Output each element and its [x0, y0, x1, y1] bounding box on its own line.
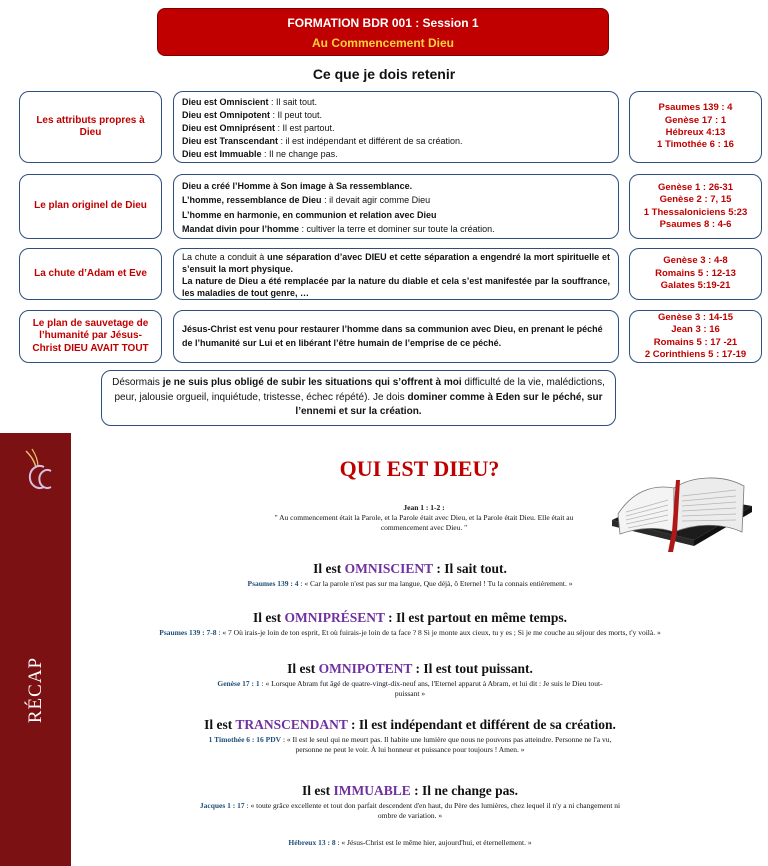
attribute-verse: Psaumes 139 : 7-8 : « 7 Où irais-je loin de ton esprit, Et où fuirais-je loin de ta face ? 8 Si je monte aux cieux, tu y es ; Si je me couche au séjour des morts, t'y voilà. »: [159, 628, 661, 637]
content-line: L’homme, ressemblance de Dieu : il devait agir comme Dieu: [182, 195, 431, 206]
attribute-title: Il est OMNIPOTENT : Il est tout puissant.: [287, 661, 533, 676]
recap-label: RÉCAP: [25, 656, 46, 724]
attribute-verse: Psaumes 139 : 4 : « Car la parole n'est pas sur ma langue, Que déjà, ô Eternel ! Tu la connais entièrement. »: [247, 579, 573, 588]
attribute-verse: Genèse 17 : 1 : « Lorsque Abram fut âgé de quatre-vingt-dix-neuf ans, l'Eternel apparut à Abram, et lui dit : Je suis le Dieu tout-puissant »: [217, 679, 603, 699]
content-line: Dieu est Transcendant : il est indépendant et différent de sa création.: [182, 136, 463, 147]
content-line: Dieu a créé l’Homme à Son image à Sa ressemblance.: [182, 181, 413, 191]
content-line: L’homme en harmonie, en communion et relation avec Dieu: [182, 209, 437, 220]
row-label: Les attributs propres à Dieu: [19, 91, 162, 163]
reference: 2 Corinthiens 5 : 17-19: [644, 348, 747, 360]
attribute-omnipresent: [90, 610, 730, 638]
reference: Psaumes 8 : 4-6: [659, 218, 732, 230]
attribute-title: Il est IMMUABLE : Il ne change pas.: [301, 783, 518, 798]
row-label: Le plan originel de Dieu: [19, 174, 162, 239]
row-label: Le plan de sauvetage de l’humanité par Jésus-Christ DIEU AVAIT TOUT: [19, 310, 162, 363]
attribute-immuable: [90, 783, 730, 821]
row-content: [173, 310, 619, 363]
content-line: Dieu est Omniprésent : Il est partout.: [182, 123, 335, 134]
reference: Genèse 17 : 1: [664, 114, 727, 126]
content-paragraph: Jésus-Christ est venu pour restaurer l’homme dans sa communion avec Dieu, en prenant le péché de l’humanité sur Lui et en libérant l’être humain de l’emprise de ce péché.: [182, 323, 603, 348]
reference: Romains 5 : 12-13: [655, 267, 736, 279]
section-title: Ce que je dois retenir: [312, 66, 456, 82]
hebreux-verse: Hébreux 13 : 8 : « Jésus-Christ est le même hier, aujourd'hui, et éternellement. »: [288, 838, 532, 847]
row-content: [173, 248, 619, 300]
row-content: [173, 91, 619, 163]
reference: 1 Thessaloniciens 5:23: [643, 206, 748, 218]
row-references: [629, 310, 762, 363]
reference: Genèse 1 : 26-31: [658, 181, 733, 193]
attribute-title: Il est OMNISCIENT : Il sait tout.: [313, 561, 507, 576]
quote-reference: Jean 1 : 1-2 :: [403, 503, 445, 512]
row-references: [629, 248, 762, 300]
attribute-title: Il est TRANSCENDANT : Il est indépendant et différent de sa création.: [204, 717, 616, 732]
row-references: [629, 174, 762, 239]
content-paragraph: La chute a conduit à une séparation d’avec DIEU et cette séparation a engendré la mort spirituelle et s’ensuit la mort physique.: [182, 252, 611, 275]
attribute-omniscient: [90, 561, 730, 589]
reference: Hébreux 4:13: [665, 127, 726, 138]
content-line: Dieu est Omnipotent : Il peut tout.: [182, 110, 323, 121]
attribute-title: Il est OMNIPRÉSENT : Il est partout en même temps.: [253, 610, 567, 625]
reference: Genèse 3 : 14-15: [658, 311, 733, 323]
content-line: Mandat divin pour l’homme : cultiver la terre et dominer sur toute la création.: [182, 224, 495, 235]
attribute-verse: Jacques 1 : 17 : « toute grâce excellente et tout don parfait descendent d'en haut, du Père des lumières, chez lequel il n'y a ni changement ni ombre de variation. »: [199, 801, 621, 821]
attribute-verse: 1 Timothée 6 : 16 PDV : « Il est le seul qui ne meurt pas. Il habite une lumière que nous ne pouvons pas atteindre. Personne ne l'a vu, personne ne peut le voir. À lui honneur et puissance pour toujours ! Amen. »: [208, 735, 612, 755]
church-logo-icon: [18, 447, 56, 495]
reference: Genèse 3 : 4-8: [663, 255, 728, 267]
formation-subtitle: Au Commencement Dieu: [311, 36, 455, 50]
conclusion-box: Désormais je ne suis plus obligé de subir les situations qui s’offrent à moi difficulté de la vie, malédictions, peur, jalousie orgueil, inquiétude, tristesse, échec répété). Je dois dominer comme à Eden sur le péché, sur l’ennemi et sur la création.: [101, 370, 616, 426]
attribute-omnipotent: [90, 661, 730, 699]
row-references: [629, 91, 762, 163]
formation-title: FORMATION BDR 001 : Session 1: [287, 16, 479, 30]
jean-quote: [272, 503, 576, 533]
reference: 1 Timothée 6 : 16: [657, 139, 734, 151]
reference: Genèse 2 : 7, 15: [659, 194, 732, 206]
row-content: [173, 174, 619, 239]
content-line: Dieu est Omniscient : Il sait tout.: [182, 97, 318, 107]
formation-header: [157, 8, 609, 56]
reference: Psaumes 139 : 4: [658, 102, 733, 114]
page-title: QUI EST DIEU?: [339, 456, 500, 481]
attribute-transcendant: [90, 717, 730, 755]
reference: Galates 5:19-21: [660, 280, 731, 292]
bible-icon: [602, 462, 758, 554]
quote-text: " Au commencement était la Parole, et la Parole était avec Dieu, et la Parole était Dieu. Elle était au commencement avec Dieu. ": [274, 513, 574, 533]
content-paragraph: La nature de Dieu a été remplacée par la nature du diable et cela s’est manifestée par la souffrance, les maladies de tout genre, …: [182, 276, 610, 299]
reference: Jean 3 : 16: [671, 324, 720, 336]
reference: Romains 5 : 17 -21: [653, 336, 738, 348]
content-line: Dieu est Immuable : Il ne change pas.: [182, 149, 338, 160]
row-label: La chute d’Adam et Eve: [19, 248, 162, 300]
